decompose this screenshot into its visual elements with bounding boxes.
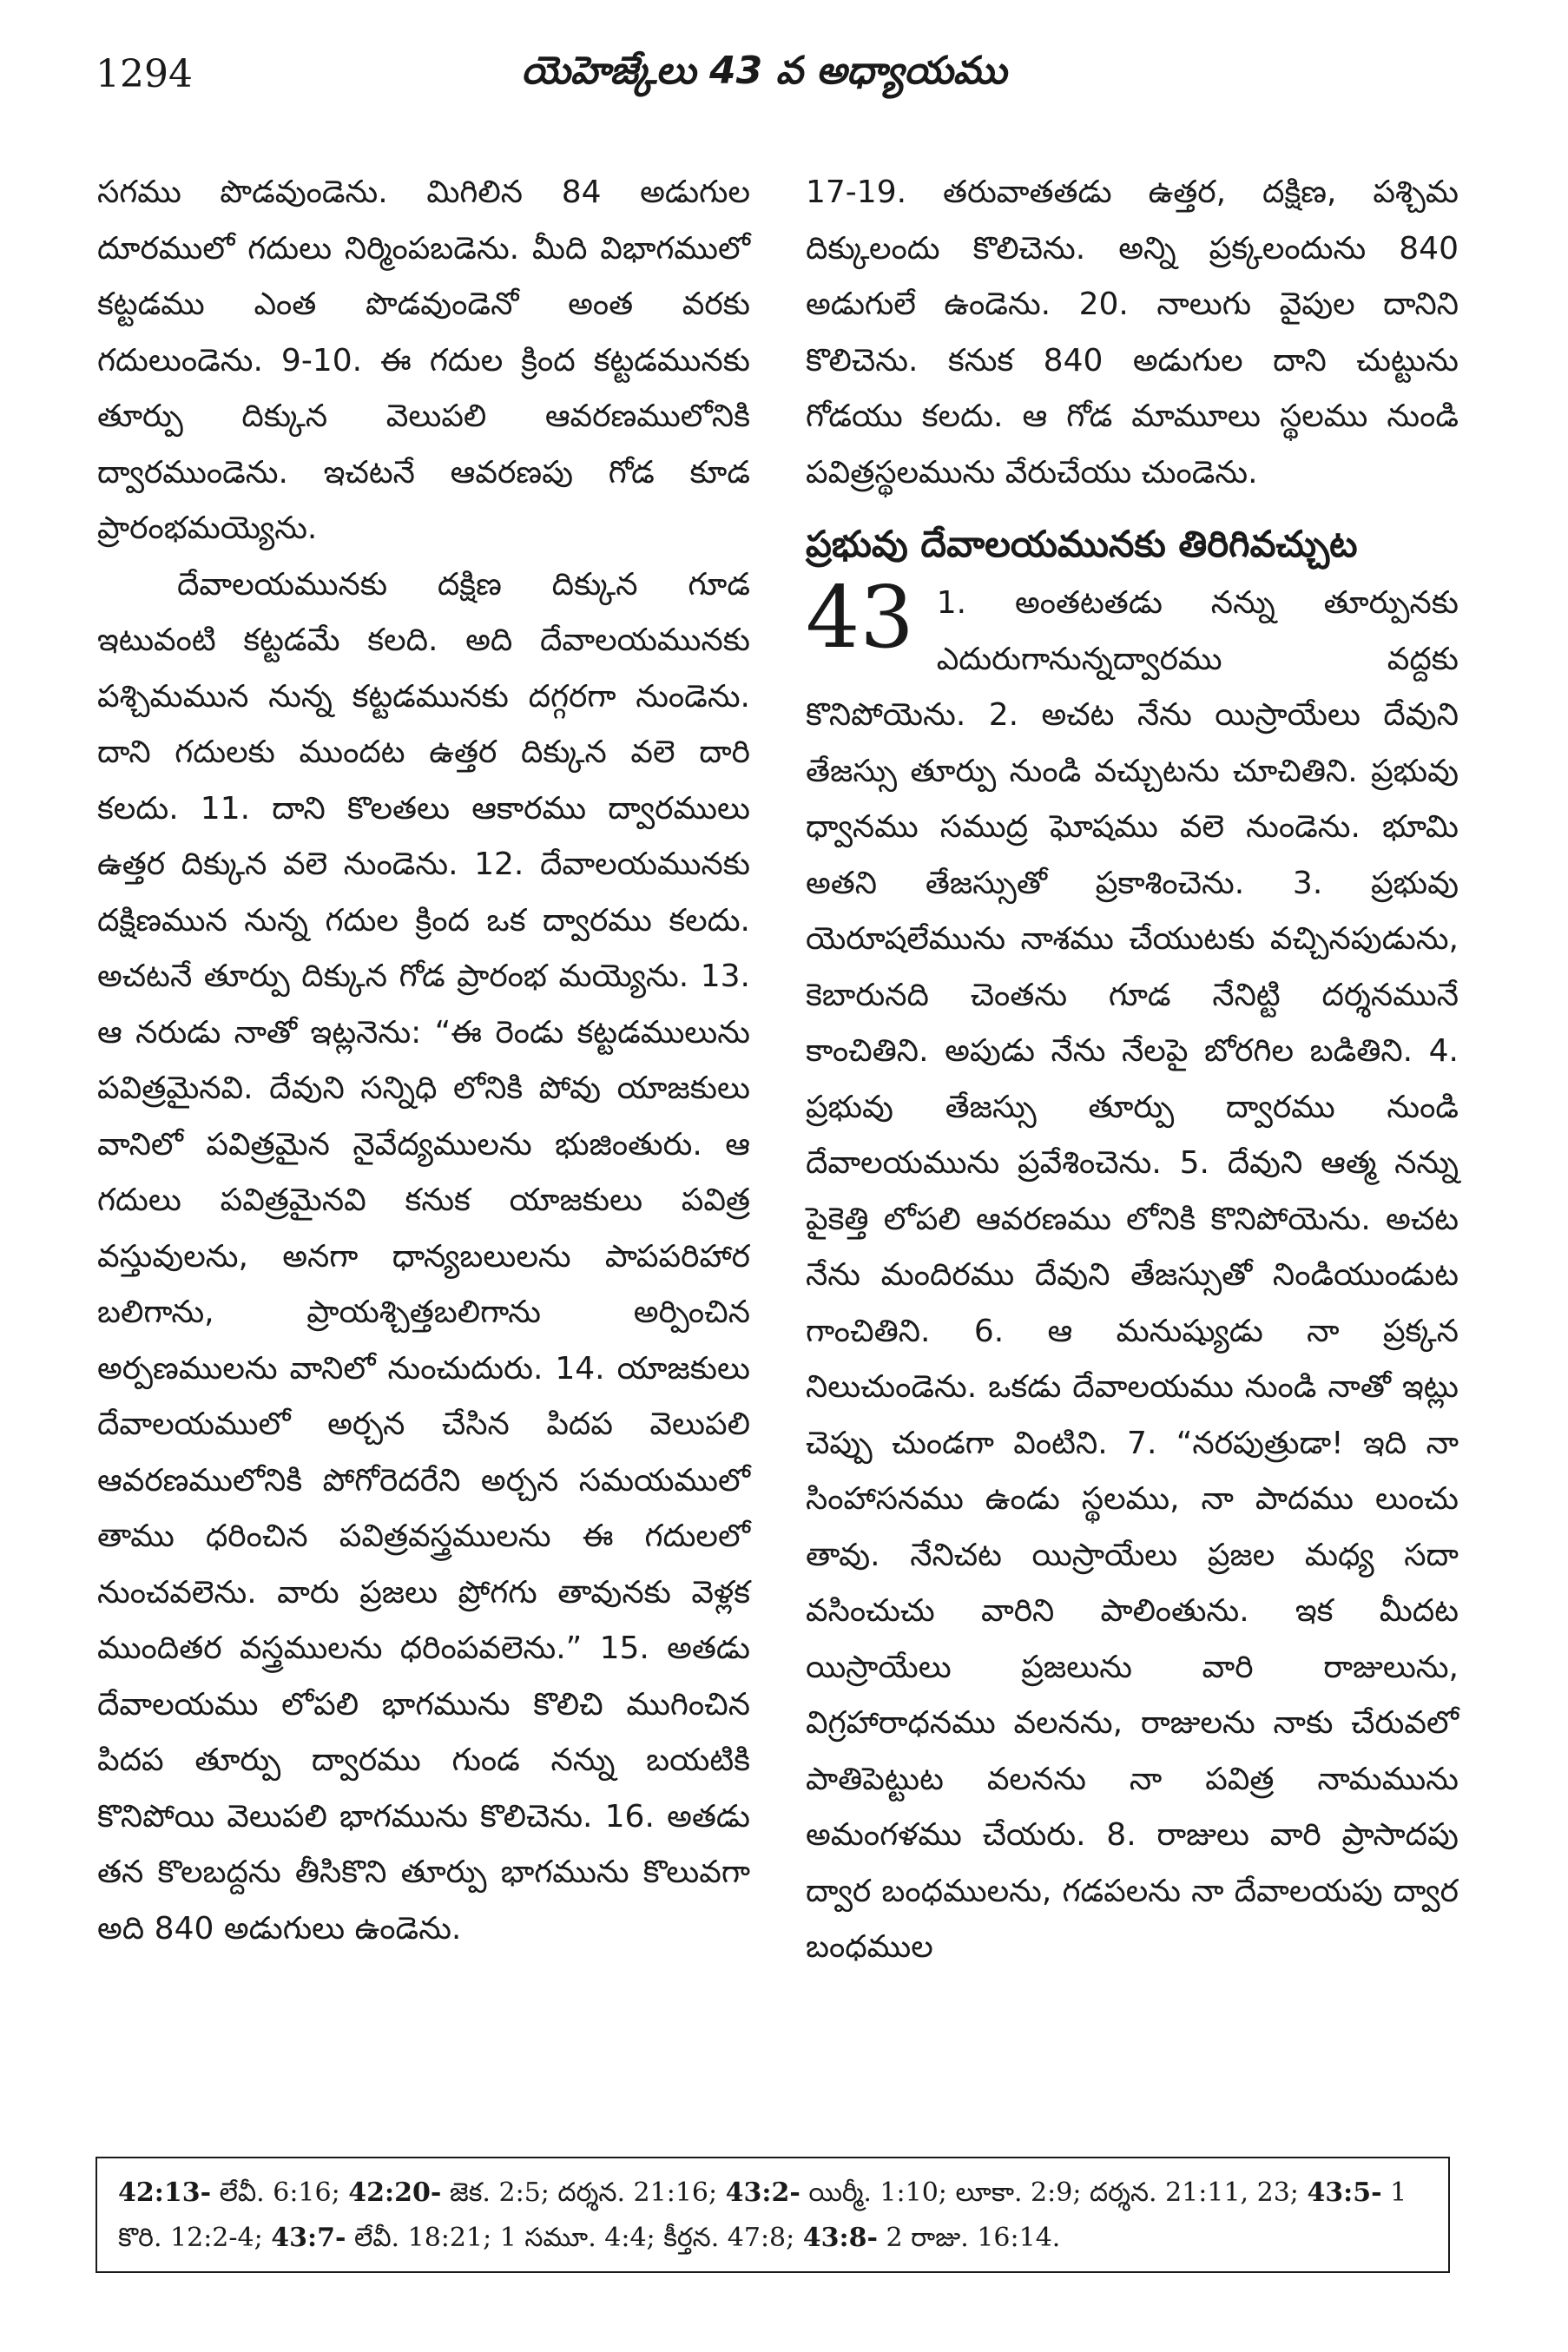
footnote-ref: 43:2- [725,2177,800,2208]
footnote-ref: 42:20- [348,2177,442,2208]
footnote-ref: 43:5- [1307,2177,1382,2208]
chapter-number: 43 [806,569,914,668]
footnote-text: జెక. 2:5; దర్శన. 21:16; [441,2177,726,2208]
footnote-text: 1 కొరి. 12:2-4; [118,2177,1407,2253]
right-column [806,165,1459,1976]
footnote-ref: 42:13- [118,2177,212,2208]
page-number: 1294 [96,52,193,96]
chapter-text: 1. అంతటతడు నన్ను తూర్పునకు ఎదురుగానున్నద్వారము వద్దకు కొనిపోయెను. 2. అచట నేను యిస్రాయేలు దేవుని తేజస్సు తూర్పు నుండి వచ్చుటను చూచితిని. ప్రభువు ధ్వానము సముద్ర ఘోషము వలె నుండెను. భూమి అతని తేజస్సుతో ప్రకాశించెను. 3. ప్రభువు యెరూషలేమును నాశము చేయుటకు వచ్చినపుడును, కెబారునది చెంతను గూడ నేనిట్టి దర్శనమునే కాంచితిని. అపుడు నేను నేలపై బోరగిల బడితిని. 4. ప్రభువు తేజస్సు తూర్పు ద్వారము నుండి దేవాలయమును ప్రవేశించెను. 5. దేవుని ఆత్మ నన్ను పైకెత్తి లోపలి ఆవరణము లోనికి కొనిపోయెను. అచట నేను మందిరము దేవుని తేజస్సుతో నిండియుండుట గాంచితిని. 6. ఆ మనుష్యుడు నా ప్రక్కన నిలుచుండెను. ఒకడు దేవాలయము నుండి నాతో ఇట్లు చెప్పు చుండగా వింటిని. 7. “నరపుత్రుడా! ఇది నా సింహాసనము ఉండు స్థలము, నా పాదము లుంచు తావు. నేనిచట యిస్రాయేలు ప్రజల మధ్య సదా వసించుచు వారిని పాలింతును. ఇక మీదట యిస్రాయేలు ప్రజలును వారి రాజులును, విగ్రహారాధనము వలనను, రాజులను నాకు చేరువలో పాతిపెట్టుట వలనను నా పవిత్ర నామమును అమంగళము చేయరు. 8. రాజులు వారి ప్రాసాదపు ద్వార బంధములను, గడపలను నా దేవాలయపు ద్వార బంధముల [806,585,1459,1965]
page-header [96,45,1450,115]
footnote-ref: 43:8- [802,2223,878,2253]
right-paragraph-1: 17-19. తరువాతతడు ఉత్తర, దక్షిణ, పశ్చిమ దిక్కులందు కొలిచెను. అన్ని ప్రక్కలందును 840 అడుగులే ఉండెను. 20. నాలుగు వైపుల దానిని కొలిచెను. కనుక 840 అడుగుల దాని చుట్టును గోడయు కలదు. ఆ గోడ మామూలు స్థలము నుండి పవిత్రస్థలమును వేరుచేయు చుండెను. [806,175,1459,491]
running-title: యెహెజ్కేలు 43 వ అధ్యాయము [521,49,1007,93]
footnote-text: లేవీ. 6:16; [211,2177,349,2208]
footnote-box [96,2157,1450,2273]
footnote-text: యిర్మీ. 1:10; లూకా. 2:9; దర్శన. 21:11, 23; [800,2177,1308,2208]
chapter-paragraph [806,569,1459,1976]
left-column [97,165,750,1957]
footnote-ref: 43:7- [271,2223,346,2253]
left-paragraph-1: సగము పొడవుండెను. మిగిలిన 84 అడుగుల దూరములో గదులు నిర్మింపబడెను. మీది విభాగములో కట్టడము ఎంత పొడవుండెనో అంత వరకు గదులుండెను. 9-10. ఈ గదుల క్రింద కట్టడమునకు తూర్పు దిక్కున వెలుపలి ఆవరణములోనికి ద్వారముండెను. ఇచటనే ఆవరణపు గోడ కూడ ప్రారంభమయ్యెను. [97,175,750,546]
footnote-text: లేవీ. 18:21; 1 సమూ. 4:4; కీర్తన. 47:8; [346,2223,803,2253]
left-paragraph-2: దేవాలయమునకు దక్షిణ దిక్కున గూడ ఇటువంటి కట్టడమే కలది. అది దేవాలయమునకు పశ్చిమమున నున్న కట్టడమునకు దగ్గరగా నుండెను. దాని గదులకు ముందట ఉత్తర దిక్కున వలె దారి కలదు. 11. దాని కొలతలు ఆకారము ద్వారములు ఉత్తర దిక్కున వలె నుండెను. 12. దేవాలయమునకు దక్షిణమున నున్న గదుల క్రింద ఒక ద్వారము కలదు. అచటనే తూర్పు దిక్కున గోడ ప్రారంభ మయ్యెను. 13. ఆ నరుడు నాతో ఇట్లనెను: “ఈ రెండు కట్టడములును పవిత్రమైనవి. దేవుని సన్నిధి లోనికి పోవు యాజకులు వానిలో పవిత్రమైన నైవేద్యములను భుజింతురు. ఆ గదులు పవిత్రమైనవి కనుక యాజకులు పవిత్ర వస్తువులను, అనగా ధాన్యబలులను పాపపరిహార బలిగాను, ప్రాయశ్చిత్తబలిగాను అర్పించిన అర్పణములను వానిలో నుంచుదురు. 14. యాజకులు దేవాలయములో అర్చన చేసిన పిదప వెలుపలి ఆవరణములోనికి పోగోరెదరేని అర్చన సమయములో తాము ధరించిన పవిత్రవస్త్రములను ఈ గదులలో నుంచవలెను. వారు ప్రజలు ప్రోగగు తావునకు వెళ్లక ముందితర వస్త్రములను ధరింపవలెను.” 15. అతడు దేవాలయము లోపలి భాగమును కొలిచి ముగించిన పిదప తూర్పు ద్వారము గుండ నన్ను బయటికి కొనిపోయి వెలుపలి భాగమును కొలిచెను. 16. అతడు తన కొలబద్దను తీసికొని తూర్పు భాగమును కొలువగా అది 840 అడుగులు ఉండెను. [97,566,750,1947]
section-heading: ప్రభువు దేవాలయమునకు తిరిగివచ్చుట [806,523,1358,565]
footnote-text: 2 రాజు. 16:14. [877,2223,1061,2253]
